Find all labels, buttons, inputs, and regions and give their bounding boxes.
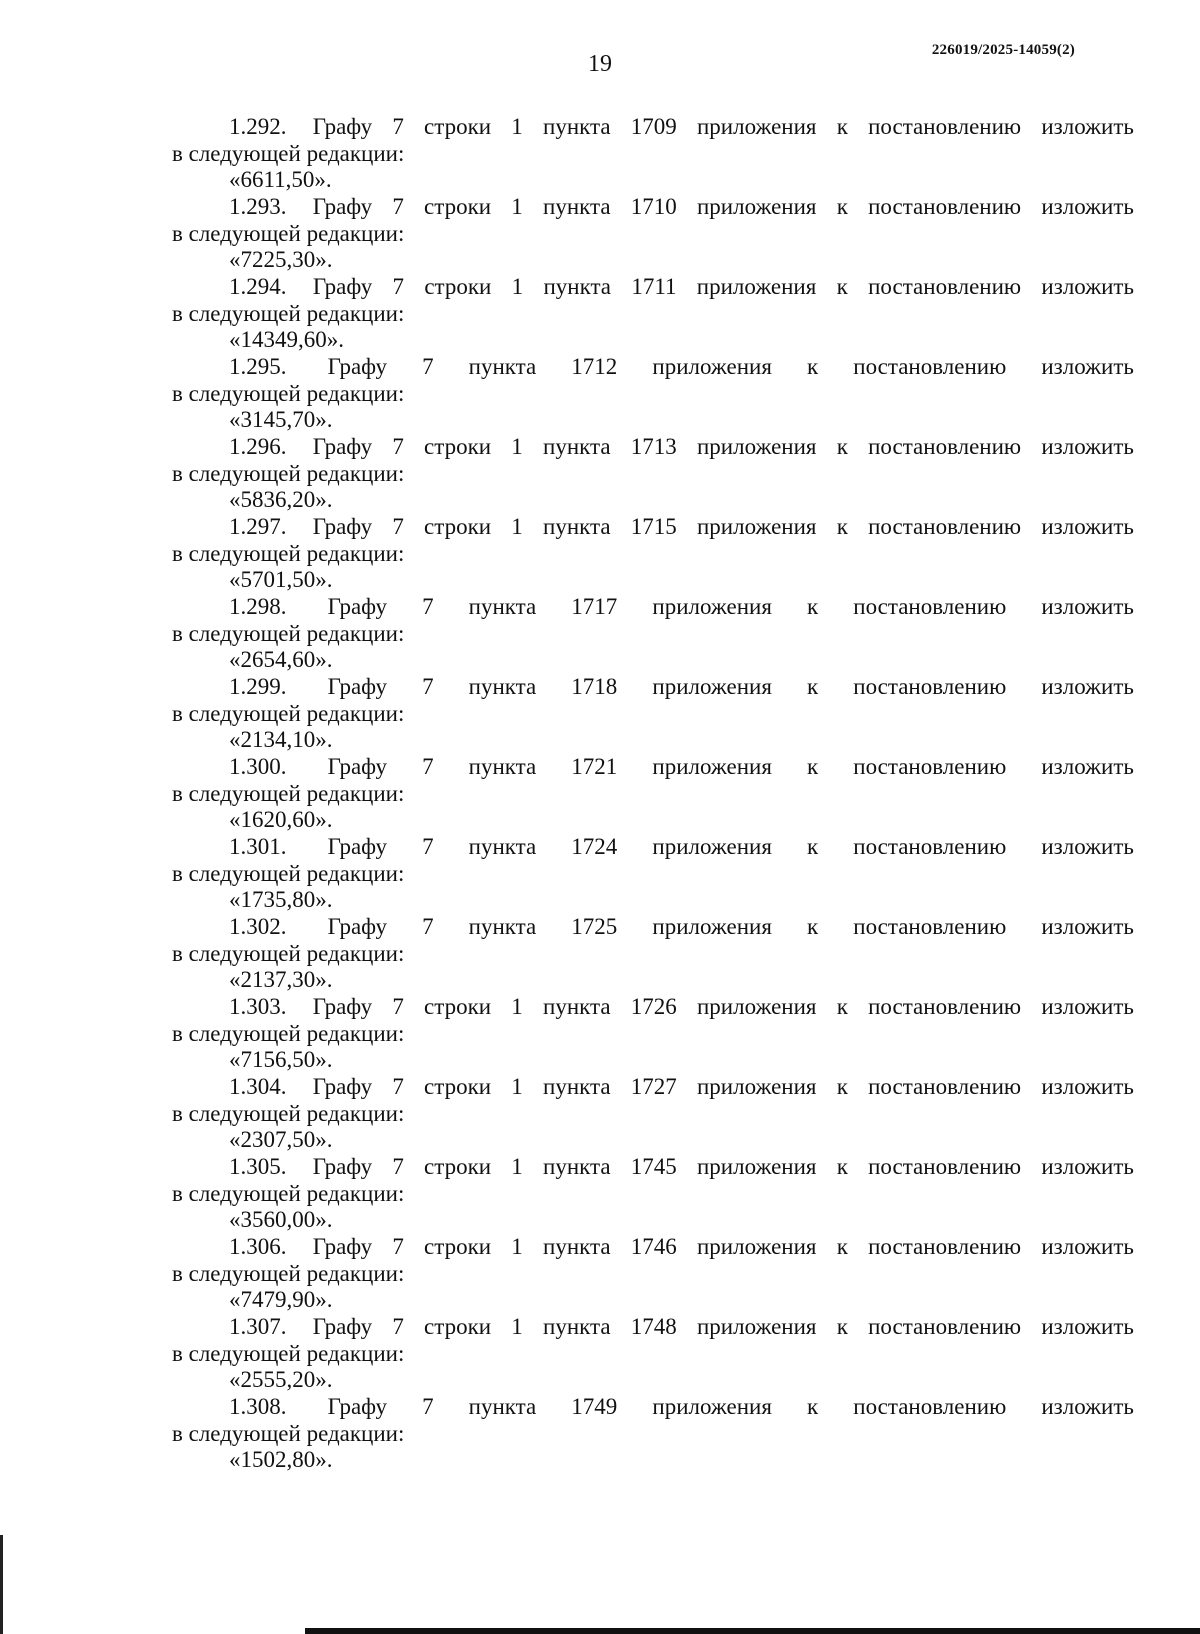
item-word: приложения	[696, 1234, 817, 1259]
item-word: изложить	[1041, 914, 1134, 939]
item-word: к	[807, 914, 819, 939]
list-item	[172, 1234, 1134, 1314]
item-value: «5836,20».	[229, 487, 333, 513]
item-second-line: в следующей редакции:	[172, 700, 405, 726]
item-word: Графу	[312, 994, 373, 1019]
item-first-line	[172, 1234, 1134, 1261]
item-word: постановлению	[868, 274, 1022, 299]
item-word: к	[836, 1074, 848, 1099]
item-word: приложения	[652, 834, 772, 859]
item-number: 1.303.	[229, 994, 287, 1019]
item-first-line	[172, 194, 1134, 221]
item-word: приложения	[696, 1154, 817, 1179]
item-word: 1	[511, 194, 523, 219]
list-item	[172, 1394, 1134, 1474]
item-word: 7	[392, 1234, 404, 1259]
item-word: изложить	[1041, 1074, 1134, 1099]
item-number: 1.307.	[229, 1314, 287, 1339]
item-word: пункта	[543, 434, 611, 459]
item-word: 1709	[630, 114, 677, 139]
item-word: к	[836, 194, 848, 219]
item-second-line: в следующей редакции:	[172, 220, 405, 246]
item-word: Графу	[312, 434, 373, 459]
item-number: 1.297.	[229, 514, 287, 539]
item-word: к	[836, 434, 848, 459]
item-word: к	[836, 994, 848, 1019]
item-word: изложить	[1041, 514, 1134, 539]
item-first-line	[172, 914, 1134, 941]
item-word: пункта	[468, 834, 537, 859]
list-item	[172, 594, 1134, 674]
item-word: постановлению	[868, 434, 1022, 459]
item-word: 7	[422, 674, 434, 699]
item-second-line: в следующей редакции:	[172, 300, 405, 326]
item-word: Графу	[312, 1074, 373, 1099]
item-word: Графу	[312, 274, 373, 299]
item-word: изложить	[1041, 194, 1134, 219]
item-number: 1.293.	[229, 194, 287, 219]
item-word: 1	[511, 114, 523, 139]
item-word: 1721	[571, 754, 618, 779]
item-word: изложить	[1041, 1234, 1134, 1259]
page-number: 19	[588, 51, 612, 77]
item-second-line: в следующей редакции:	[172, 140, 405, 166]
item-value: «5701,50».	[229, 567, 333, 593]
item-word: строки	[424, 1154, 492, 1179]
item-word: Графу	[312, 1234, 373, 1259]
item-word: приложения	[696, 1074, 817, 1099]
item-word: 7	[422, 354, 434, 379]
item-second-line: в следующей редакции:	[172, 860, 405, 886]
item-word: строки	[424, 514, 492, 539]
item-word: 1748	[630, 1314, 677, 1339]
item-word: приложения	[652, 674, 772, 699]
item-value: «2307,50».	[229, 1127, 333, 1153]
item-word: к	[807, 354, 819, 379]
item-word: постановлению	[853, 594, 1007, 619]
list-item	[172, 354, 1134, 434]
item-word: 7	[422, 754, 434, 779]
item-word: пункта	[543, 514, 611, 539]
item-word: к	[807, 674, 819, 699]
item-word: пункта	[543, 1234, 611, 1259]
item-first-line	[172, 354, 1134, 381]
item-first-line	[172, 594, 1134, 621]
bottom-rule	[305, 1628, 1200, 1634]
item-word: изложить	[1041, 114, 1134, 139]
item-word: к	[836, 514, 848, 539]
item-word: постановлению	[868, 194, 1022, 219]
item-word: к	[807, 754, 819, 779]
item-number: 1.306.	[229, 1234, 287, 1259]
list-item	[172, 274, 1134, 354]
item-word: к	[836, 1234, 848, 1259]
item-word: изложить	[1041, 1154, 1134, 1179]
item-word: приложения	[652, 914, 772, 939]
list-item	[172, 434, 1134, 514]
item-first-line	[172, 114, 1134, 141]
item-word: пункта	[543, 1074, 611, 1099]
item-word: постановлению	[853, 834, 1007, 859]
item-number: 1.292.	[229, 114, 287, 139]
item-value: «6611,50».	[229, 167, 332, 193]
item-value: «2654,60».	[229, 647, 333, 673]
item-word: 1	[511, 1314, 523, 1339]
item-word: 7	[392, 1314, 404, 1339]
item-word: постановлению	[868, 1154, 1022, 1179]
item-word: 7	[422, 1394, 434, 1419]
item-word: приложения	[696, 194, 817, 219]
item-word: изложить	[1041, 434, 1134, 459]
item-second-line: в следующей редакции:	[172, 1180, 405, 1206]
item-number: 1.302.	[229, 914, 287, 939]
item-word: пункта	[468, 914, 537, 939]
item-word: приложения	[696, 434, 817, 459]
item-second-line: в следующей редакции:	[172, 540, 405, 566]
item-word: пункта	[468, 1394, 537, 1419]
item-word: к	[807, 834, 819, 859]
item-second-line: в следующей редакции:	[172, 940, 405, 966]
item-word: пункта	[468, 354, 537, 379]
item-second-line: в следующей редакции:	[172, 780, 405, 806]
item-number: 1.300.	[229, 754, 287, 779]
item-word: Графу	[312, 1314, 373, 1339]
item-number: 1.308.	[229, 1394, 287, 1419]
item-value: «2555,20».	[229, 1367, 333, 1393]
left-edge-mark	[0, 1535, 3, 1634]
item-word: 7	[392, 434, 404, 459]
item-second-line: в следующей редакции:	[172, 1260, 405, 1286]
item-word: 1	[511, 1154, 523, 1179]
item-word: постановлению	[853, 914, 1007, 939]
item-value: «7225,30».	[229, 247, 333, 273]
item-word: к	[836, 274, 848, 299]
item-word: 1711	[631, 274, 677, 299]
item-word: к	[807, 594, 819, 619]
item-value: «1735,80».	[229, 887, 333, 913]
item-second-line: в следующей редакции:	[172, 380, 405, 406]
item-first-line	[172, 1154, 1134, 1181]
item-first-line	[172, 754, 1134, 781]
list-item	[172, 1314, 1134, 1394]
item-word: приложения	[696, 114, 817, 139]
item-second-line: в следующей редакции:	[172, 620, 405, 646]
item-word: изложить	[1041, 994, 1134, 1019]
item-second-line: в следующей редакции:	[172, 1020, 405, 1046]
item-second-line: в следующей редакции:	[172, 1100, 405, 1126]
item-word: строки	[424, 194, 492, 219]
item-word: постановлению	[853, 674, 1007, 699]
item-value: «14349,60».	[229, 327, 344, 353]
item-word: Графу	[327, 914, 387, 939]
item-number: 1.296.	[229, 434, 287, 459]
items-list	[172, 114, 1134, 1474]
item-word: приложения	[652, 354, 772, 379]
item-word: 1746	[630, 1234, 677, 1259]
item-number: 1.301.	[229, 834, 287, 859]
item-word: постановлению	[868, 1314, 1022, 1339]
item-word: 7	[392, 994, 404, 1019]
item-word: Графу	[327, 674, 387, 699]
item-word: 1725	[571, 914, 618, 939]
item-value: «1620,60».	[229, 807, 333, 833]
item-number: 1.294.	[229, 274, 287, 299]
item-word: 1718	[571, 674, 618, 699]
list-item	[172, 514, 1134, 594]
item-word: Графу	[327, 594, 387, 619]
item-word: строки	[424, 274, 492, 299]
item-word: 1727	[630, 1074, 677, 1099]
item-word: Графу	[312, 514, 373, 539]
item-word: 7	[392, 194, 404, 219]
item-first-line	[172, 1394, 1134, 1421]
item-word: Графу	[312, 1154, 373, 1179]
item-first-line	[172, 514, 1134, 541]
item-word: изложить	[1041, 754, 1134, 779]
item-word: 7	[422, 594, 434, 619]
item-word: приложения	[696, 994, 817, 1019]
item-word: 1749	[571, 1394, 618, 1419]
item-number: 1.299.	[229, 674, 287, 699]
item-word: 1717	[571, 594, 618, 619]
item-word: приложения	[652, 754, 772, 779]
item-word: изложить	[1041, 354, 1134, 379]
item-number: 1.305.	[229, 1154, 287, 1179]
list-item	[172, 1074, 1134, 1154]
item-first-line	[172, 674, 1134, 701]
item-word: 1715	[630, 514, 677, 539]
list-item	[172, 754, 1134, 834]
item-word: изложить	[1041, 1314, 1134, 1339]
list-item	[172, 914, 1134, 994]
item-value: «1502,80».	[229, 1447, 333, 1473]
item-word: постановлению	[868, 1234, 1022, 1259]
item-word: 7	[392, 114, 404, 139]
item-word: 7	[392, 1074, 404, 1099]
item-word: 1	[511, 434, 523, 459]
item-word: постановлению	[853, 354, 1007, 379]
item-word: постановлению	[853, 754, 1007, 779]
item-first-line	[172, 274, 1134, 301]
item-word: пункта	[543, 994, 611, 1019]
item-word: строки	[424, 1234, 492, 1259]
item-word: приложения	[652, 1394, 772, 1419]
item-first-line	[172, 994, 1134, 1021]
item-first-line	[172, 834, 1134, 861]
item-word: Графу	[327, 1394, 387, 1419]
item-word: изложить	[1041, 1394, 1134, 1419]
item-value: «2137,30».	[229, 967, 333, 993]
list-item	[172, 994, 1134, 1074]
item-word: к	[807, 1394, 819, 1419]
item-word: 1	[511, 274, 524, 299]
item-word: пункта	[468, 594, 537, 619]
item-word: постановлению	[868, 514, 1022, 539]
item-word: пункта	[468, 674, 537, 699]
item-word: постановлению	[868, 114, 1022, 139]
list-item	[172, 834, 1134, 914]
item-word: пункта	[543, 194, 611, 219]
item-word: изложить	[1041, 834, 1134, 859]
item-second-line: в следующей редакции:	[172, 460, 405, 486]
list-item	[172, 1154, 1134, 1234]
item-word: 7	[422, 834, 434, 859]
item-word: 7	[392, 514, 404, 539]
item-word: Графу	[312, 114, 373, 139]
item-word: строки	[424, 1314, 492, 1339]
item-word: изложить	[1041, 674, 1134, 699]
item-number: 1.304.	[229, 1074, 287, 1099]
item-word: Графу	[312, 194, 373, 219]
item-word: 7	[392, 1154, 404, 1179]
list-item	[172, 194, 1134, 274]
item-word: строки	[424, 1074, 492, 1099]
item-word: 1745	[630, 1154, 677, 1179]
item-word: постановлению	[868, 994, 1022, 1019]
item-value: «7479,90».	[229, 1287, 333, 1313]
item-word: 1710	[630, 194, 677, 219]
item-value: «3145,70».	[229, 407, 333, 433]
item-word: 1726	[630, 994, 677, 1019]
item-second-line: в следующей редакции:	[172, 1420, 405, 1446]
item-number: 1.298.	[229, 594, 287, 619]
item-word: 1	[511, 1074, 523, 1099]
list-item	[172, 674, 1134, 754]
item-word: постановлению	[853, 1394, 1007, 1419]
item-value: «3560,00».	[229, 1207, 333, 1233]
item-word: строки	[424, 114, 492, 139]
document-id: 226019/2025-14059(2)	[931, 42, 1075, 58]
item-word: постановлению	[868, 1074, 1022, 1099]
item-first-line	[172, 434, 1134, 461]
item-word: 1724	[571, 834, 618, 859]
item-word: 1	[511, 994, 523, 1019]
item-word: строки	[424, 434, 492, 459]
item-word: 7	[392, 274, 405, 299]
item-word: к	[836, 1154, 848, 1179]
item-value: «7156,50».	[229, 1047, 333, 1073]
item-word: изложить	[1041, 274, 1134, 299]
item-word: приложения	[652, 594, 772, 619]
item-word: пункта	[543, 1154, 611, 1179]
item-first-line	[172, 1314, 1134, 1341]
item-word: пункта	[543, 274, 612, 299]
item-word: 1712	[571, 354, 618, 379]
item-word: 1	[511, 514, 523, 539]
item-word: приложения	[696, 274, 817, 299]
item-second-line: в следующей редакции:	[172, 1340, 405, 1366]
list-item	[172, 114, 1134, 194]
item-word: изложить	[1041, 594, 1134, 619]
item-number: 1.295.	[229, 354, 287, 379]
item-value: «2134,10».	[229, 727, 333, 753]
item-word: приложения	[696, 1314, 817, 1339]
item-word: Графу	[327, 754, 387, 779]
item-word: строки	[424, 994, 492, 1019]
item-word: пункта	[543, 1314, 611, 1339]
item-word: к	[836, 1314, 848, 1339]
item-word: Графу	[327, 354, 387, 379]
item-word: пункта	[468, 754, 537, 779]
item-word: приложения	[696, 514, 817, 539]
item-first-line	[172, 1074, 1134, 1101]
item-word: к	[836, 114, 848, 139]
item-word: 1	[511, 1234, 523, 1259]
item-word: 1713	[630, 434, 677, 459]
item-word: Графу	[327, 834, 387, 859]
item-word: 7	[422, 914, 434, 939]
item-word: пункта	[543, 114, 611, 139]
